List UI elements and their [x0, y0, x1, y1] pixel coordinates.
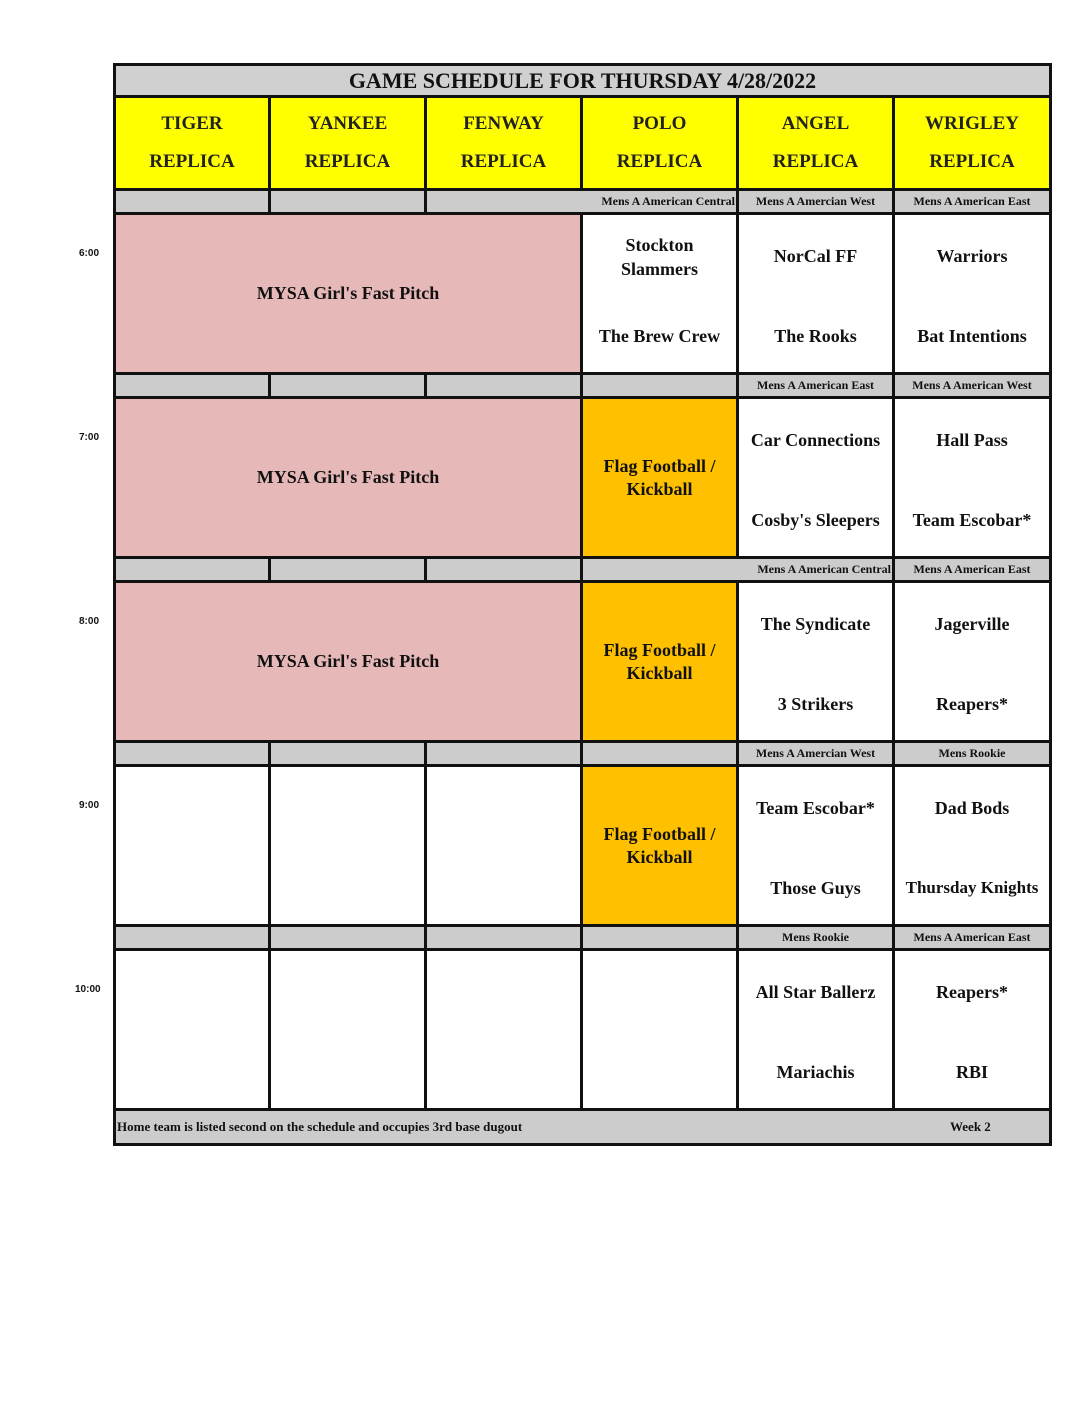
- time-label-9: 9:00: [79, 800, 100, 811]
- field-header-fenway: [427, 98, 580, 188]
- field-sub: REPLICA: [460, 150, 547, 172]
- game-wrigley: [895, 399, 1049, 556]
- divider-fenway: [427, 559, 580, 580]
- divider-yankee: [271, 191, 424, 212]
- home-team: The Rooks: [774, 326, 857, 346]
- field-name: WRIGLEY: [925, 113, 1019, 135]
- game-polo: [583, 215, 736, 372]
- divider-tiger: [116, 927, 268, 948]
- schedule-table: [113, 63, 1052, 1146]
- field-name: YANKEE: [307, 113, 388, 135]
- mysa-block: MYSA Girl's Fast Pitch: [116, 583, 580, 740]
- field-sub: REPLICA: [149, 150, 235, 172]
- away-team: All Star Ballerz: [755, 982, 876, 1002]
- divider-fenway: [427, 743, 580, 764]
- empty-slot-tiger: [116, 767, 268, 924]
- game-angel: [739, 215, 892, 372]
- field-sub: REPLICA: [616, 150, 703, 172]
- division-label-angel: Mens A American East: [739, 375, 892, 396]
- away-team: NorCal FF: [773, 246, 858, 266]
- divider-tiger: [116, 559, 268, 580]
- divider-polo: [583, 375, 736, 396]
- away-team: The Syndicate: [760, 614, 871, 634]
- event-label: Flag Football / Kickball: [603, 823, 716, 867]
- footer-bar: [116, 1111, 1049, 1143]
- division-label-angel: Mens A American Central: [583, 559, 892, 580]
- event-label: Flag Football / Kickball: [603, 455, 716, 499]
- divider-yankee: [271, 927, 424, 948]
- away-team: Team Escobar*: [756, 798, 875, 818]
- divider-yankee: [271, 743, 424, 764]
- game-angel: [739, 583, 892, 740]
- game-wrigley: [895, 583, 1049, 740]
- division-label-polo: Mens A American Central: [427, 191, 736, 212]
- game-angel: [739, 767, 892, 924]
- divider-yankee: [271, 375, 424, 396]
- divider-tiger: [116, 191, 268, 212]
- field-name: FENWAY: [463, 113, 544, 135]
- away-team: Hall Pass: [936, 430, 1008, 450]
- away-team: Stockton Slammers: [621, 235, 698, 279]
- time-label-6: 6:00: [79, 248, 100, 259]
- game-wrigley: [895, 767, 1049, 924]
- division-label-wrigley: Mens A American East: [895, 191, 1049, 212]
- field-name: ANGEL: [781, 113, 850, 135]
- footer-note: Home team is listed second on the schedule and occupies 3rd base dugout: [117, 1119, 523, 1134]
- division-label-angel: Mens A Amercian West: [739, 743, 892, 764]
- divider-fenway: [427, 375, 580, 396]
- flag-football-block: [583, 583, 736, 740]
- away-team: Reapers*: [936, 982, 1008, 1002]
- empty-slot-fenway: [427, 767, 580, 924]
- away-team: Jagerville: [934, 614, 1010, 634]
- game-angel: [739, 399, 892, 556]
- division-label-angel: Mens Rookie: [739, 927, 892, 948]
- divider-yankee: [271, 559, 424, 580]
- field-header-yankee: [271, 98, 424, 188]
- home-team: RBI: [955, 1062, 988, 1082]
- empty-slot-tiger: [116, 951, 268, 1108]
- field-sub: REPLICA: [772, 150, 859, 172]
- division-label-wrigley: Mens A American West: [895, 375, 1049, 396]
- division-label-angel: Mens A Amercian West: [739, 191, 892, 212]
- field-header-tiger: [116, 98, 268, 188]
- field-name: POLO: [632, 113, 687, 135]
- empty-slot-yankee: [271, 767, 424, 924]
- week-label: Week 2: [950, 1119, 991, 1134]
- mysa-block: MYSA Girl's Fast Pitch: [116, 215, 580, 372]
- division-label-wrigley: Mens A American East: [895, 927, 1049, 948]
- field-header-wrigley: [895, 98, 1049, 188]
- divider-tiger: [116, 375, 268, 396]
- field-sub: REPLICA: [929, 150, 1015, 172]
- field-name: TIGER: [161, 113, 223, 135]
- home-team: Cosby's Sleepers: [751, 510, 880, 530]
- game-wrigley: [895, 951, 1049, 1108]
- divider-polo: [583, 927, 736, 948]
- empty-slot-yankee: [271, 951, 424, 1108]
- game-wrigley: [895, 215, 1049, 372]
- field-header-polo: [583, 98, 736, 188]
- event-label: Flag Football / Kickball: [603, 639, 716, 683]
- page-title: GAME SCHEDULE FOR THURSDAY 4/28/2022: [116, 66, 1049, 95]
- division-label-wrigley: Mens A American East: [895, 559, 1049, 580]
- divider-tiger: [116, 743, 268, 764]
- away-team: Car Connections: [750, 430, 881, 450]
- away-team: Warriors: [936, 246, 1008, 266]
- flag-football-block: [583, 767, 736, 924]
- home-team: Thursday Knights: [905, 878, 1039, 897]
- time-label-10: 10:00: [75, 984, 101, 995]
- field-sub: REPLICA: [304, 150, 391, 172]
- home-team: Those Guys: [770, 878, 861, 898]
- mysa-block: MYSA Girl's Fast Pitch: [116, 399, 580, 556]
- time-label-7: 7:00: [79, 432, 100, 443]
- home-team: Team Escobar*: [912, 510, 1032, 530]
- empty-slot-polo: [583, 951, 736, 1108]
- divider-fenway: [427, 927, 580, 948]
- field-header-angel: [739, 98, 892, 188]
- home-team: Reapers*: [936, 694, 1008, 714]
- division-label-wrigley: Mens Rookie: [895, 743, 1049, 764]
- flag-football-block: [583, 399, 736, 556]
- divider-polo: [583, 743, 736, 764]
- away-team: Dad Bods: [934, 798, 1010, 818]
- home-team: Mariachis: [776, 1062, 855, 1082]
- empty-slot-fenway: [427, 951, 580, 1108]
- game-angel: [739, 951, 892, 1108]
- home-team: The Brew Crew: [598, 326, 721, 346]
- time-label-8: 8:00: [79, 616, 100, 627]
- home-team: 3 Strikers: [777, 694, 854, 714]
- home-team: Bat Intentions: [917, 326, 1027, 346]
